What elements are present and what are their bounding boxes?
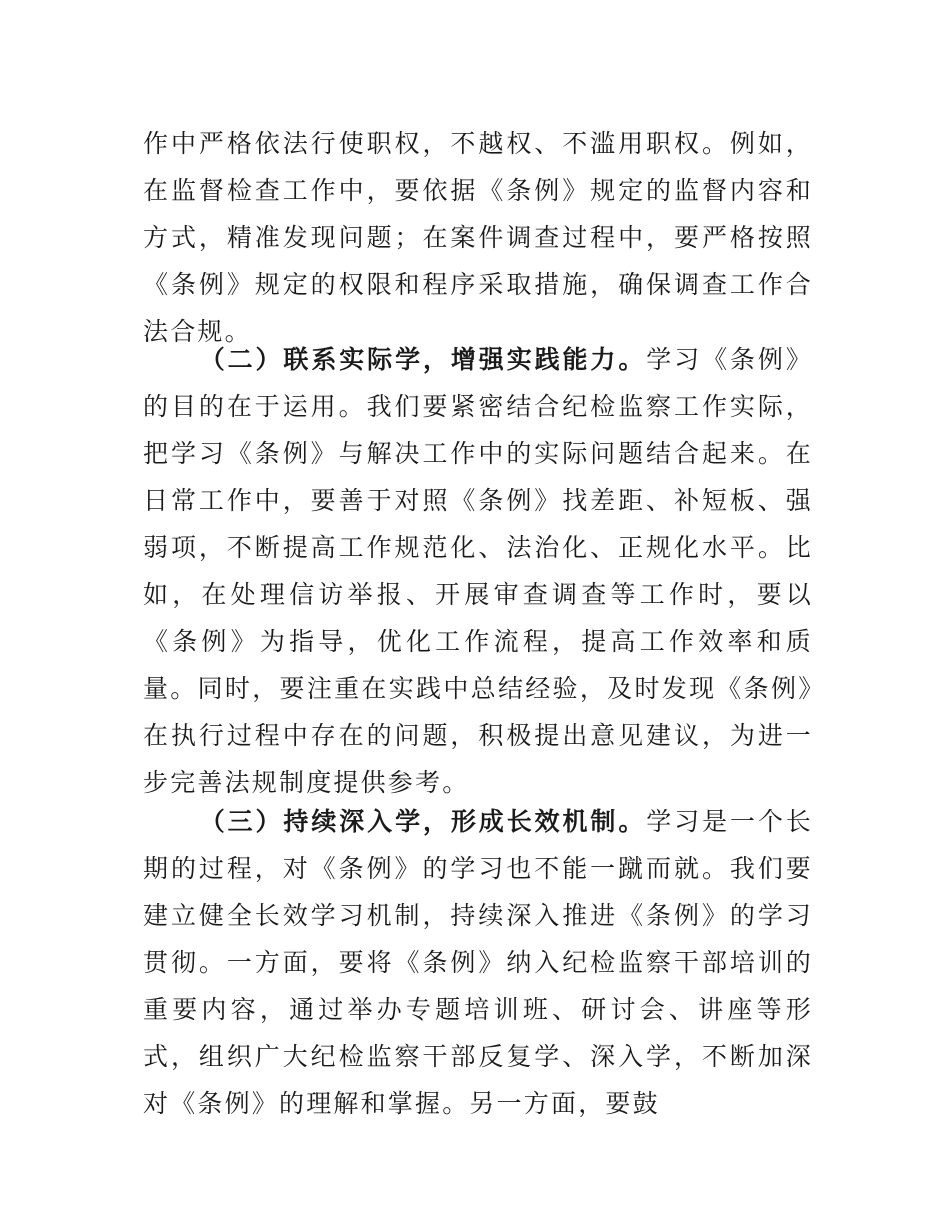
paragraph-continuation [143,120,813,355]
paragraph-3-body: 学习是一个长期的过程，对《条例》的学习也不能一蹴而就。我们要建立健全长效学习机制，持续深入推进《条例》的学习贯彻。一方面，要将《条例》纳入纪检监察干部培训的重要内容，通过举办专题培训班、研讨会、讲座等形式，组织广大纪检监察干部反复学、深入学，不断加深对《条例》的理解和掌握。另一方面，要鼓 [143,807,814,1118]
paragraph-long-term [143,798,813,1127]
paragraph-2-heading: （二）联系实际学，增强实践能力。 [199,345,647,374]
paragraph-3-heading: （三）持续深入学，形成长效机制。 [199,807,647,836]
paragraph-1-body: 作中严格依法行使职权，不越权、不滥用职权。例如，在监督检查工作中，要依据《条例》规定的监督内容和方式，精准发现问题；在案件调查过程中，要严格按照《条例》规定的权限和程序采取措施，确保调查工作合法合规。 [143,129,813,346]
paragraph-2-body: 学习《条例》的目的在于运用。我们要紧密结合纪检监察工作实际，把学习《条例》与解决工作中的实际问题结合起来。在日常工作中，要善于对照《条例》找差距、补短板、强弱项，不断提高工作规范化、法治化、正规化水平。比如，在处理信访举报、开展审查调查等工作时，要以《条例》为指导，优化工作流程，提高工作效率和质量。同时，要注重在实践中总结经验，及时发现《条例》在执行过程中存在的问题，积极提出意见建议，为进一步完善法规制度提供参考。 [143,345,814,797]
paragraph-practice [143,336,813,806]
